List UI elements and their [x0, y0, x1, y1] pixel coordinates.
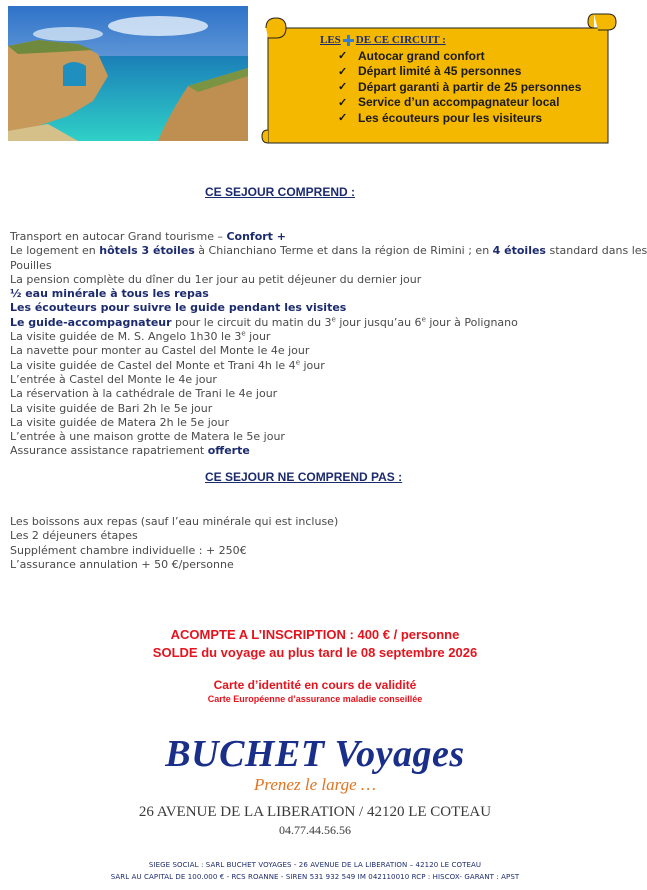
- feature-item: ✓ Départ garanti à partir de 25 personnes: [338, 79, 582, 94]
- list-item: Les boissons aux repas (sauf l’eau minérale qui est incluse): [10, 515, 339, 528]
- list-item: La pension complète du dîner du 1er jour au petit déjeuner du dernier jour: [10, 272, 422, 286]
- list-item: ½ eau minérale à tous les repas: [10, 287, 209, 301]
- check-icon: ✓: [338, 81, 348, 94]
- feature-item: ✓ Les écouteurs pour les visiteurs: [338, 110, 543, 125]
- check-icon: ✓: [338, 65, 348, 78]
- check-icon: ✓: [338, 112, 348, 125]
- check-icon: ✓: [338, 96, 348, 109]
- brand-tagline: Prenez le large …: [254, 775, 376, 794]
- list-item: Pouilles: [10, 258, 52, 272]
- list-item: La navette pour monter au Castel del Monte le 4e jour: [10, 344, 310, 358]
- company-address: 26 AVENUE DE LA LIBERATION / 42120 LE COTEAU: [138, 804, 492, 820]
- list-item: La visite guidée de Bari 2h le 5e jour: [10, 401, 213, 415]
- plus-icon: [343, 35, 354, 46]
- brand-logo: BUCHET Voyages: [165, 733, 465, 775]
- list-item: La visite guidée de Castel del Monte et Trani 4h le 4e jour: [10, 358, 325, 372]
- list-item: L’entrée à une maison grotte de Matera le 5e jour: [10, 430, 285, 444]
- eu-card-text: Carte Européenne d’assurance maladie conseillée: [207, 694, 423, 704]
- footer-line-1: SIEGE SOCIAL : SARL BUCHET VOYAGES - 26 AVENUE DE LA LIBERATION – 42120 LE COTEAU: [148, 861, 482, 869]
- feature-item: ✓ Service d’un accompagnateur local: [338, 95, 560, 110]
- list-item: La réservation à la cathédrale de Trani le 4e jour: [10, 387, 278, 401]
- list-item: Les écouteurs pour suivre le guide pendant les visites: [10, 301, 347, 315]
- highlights-title: LES DE CE CIRCUIT :: [320, 34, 446, 46]
- feature-item: ✓ Autocar grand confort: [338, 48, 485, 63]
- deposit-text: ACOMPTE A L’INSCRIPTION : 400 € / personne: [170, 627, 460, 642]
- id-card-text: Carte d’identité en cours de validité: [213, 678, 417, 692]
- company-phone: 04.77.44.56.56: [279, 823, 351, 837]
- includes-title: CE SEJOUR COMPREND :: [205, 185, 356, 199]
- list-item: La visite guidée de M. S. Angelo 1h30 le 3e jour: [10, 329, 271, 344]
- list-item: La visite guidée de Matera 2h le 5e jour: [10, 415, 229, 429]
- includes-list: [10, 230, 647, 459]
- list-item: Les 2 déjeuners étapes: [10, 529, 138, 543]
- excludes-list: [10, 515, 622, 572]
- list-item: Transport en autocar Grand tourisme – Confort +: [10, 230, 286, 243]
- list-item: Assurance assistance rapatriement offerte: [10, 444, 250, 458]
- excludes-title: CE SEJOUR NE COMPREND PAS :: [205, 470, 403, 484]
- highlights-box: [320, 34, 610, 126]
- list-item: Le guide-accompagnateur pour le circuit du matin du 3e jour jusqu’au 6e jour à Polignano: [10, 315, 518, 329]
- check-icon: ✓: [338, 50, 348, 63]
- list-item: L’assurance annulation + 50 €/personne: [10, 557, 234, 571]
- balance-text: SOLDE du voyage au plus tard le 08 septembre 2026: [152, 645, 478, 660]
- footer-line-2: SARL AU CAPITAL DE 100.000 € - RCS ROANNE - SIREN 531 932 549 IM 042110010 RCP : HISCOX- GARANT : APST: [110, 873, 520, 881]
- list-item: Supplément chambre individuelle : + 250€: [10, 543, 247, 557]
- list-item: Le logement en hôtels 3 étoiles à Chianchiano Terme et dans la région de Rimini ; en 4 étoiles standard dans les: [10, 244, 647, 258]
- list-item: L’entrée à Castel del Monte le 4e jour: [10, 372, 217, 386]
- feature-item: ✓ Départ limité à 45 personnes: [338, 64, 522, 79]
- coastal-photo: [8, 6, 248, 141]
